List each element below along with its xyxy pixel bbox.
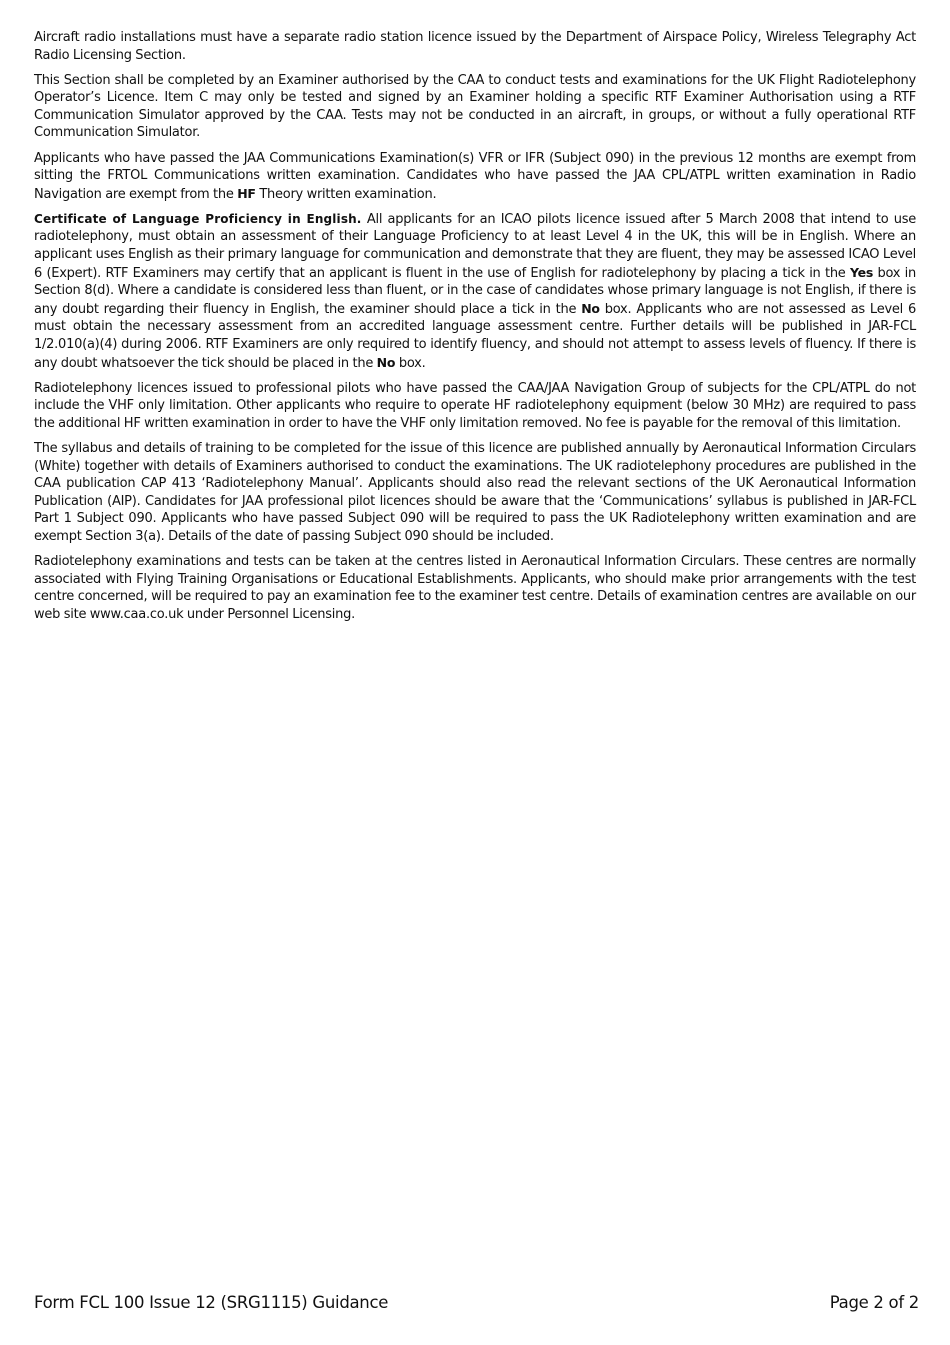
no-keyword: No [581,300,600,316]
language-proficiency-paragraph [34,211,916,372]
syllabus-paragraph: The syllabus and details of training to be completed for the issue of this licence are published annually by Aeronautical Information Circulars (White) together with details of Examiners authorised to conduct the examinations. The UK radiotelephony procedures are published in the CAA publication CAP 413 ‘Radiotelephony Manual’. Applicants should also read the relevant sections of the UK Aeronautical Information Publication (AIP). Candidates for JAA professional pilot licences should be aware that the ‘Communications’ syllabus is published in JAR-FCL Part 1 Subject 090. Applicants who have passed Subject 090 will be required to pass the UK Radiotelephony written examination and are exempt Section 3(a). Details of the date of passing Subject 090 should be included. [34,440,916,544]
language-text-c: box. Applicants who are not assessed as Level 6 must obtain the necessary assessment from an accredited language assessment centre. Further details will be published in JAR-FCL 1/2.010(a)(4) during 2006. RTF Examiners are only required to identify fluency, and should not attempt to assess levels of fluency. If there is any doubt whatsoever the tick should be placed in the [34,301,916,371]
language-proficiency-heading: Certificate of Language Proficiency in English. [34,211,362,226]
page-number: Page 2 of 2 [829,1293,919,1312]
yes-keyword: Yes [849,264,874,280]
language-text-b: box in Section 8(d). Where a candidate is considered less than fluent, or in the case of candidates whose primary language is not English, if there is any doubt regarding their fluency in English, the examiner should place a tick in the [34,265,916,317]
no-keyword: No [376,354,396,370]
exemption-text-a: Applicants who have passed the JAA Communications Examination(s) VFR or IFR (Subject 090) in the previous 12 months are exempt from sitting the FRTOL Communications written examination. Candidates who have passed the JAA CPL/ATPL written examination in Radio Navigation are exempt from the [34,150,916,202]
guidance-body [34,29,916,631]
language-text-a: All applicants for an ICAO pilots licence issued after 5 March 2008 that intend to use radiotelephony, must obtain an assessment of their Language Proficiency to at least Level 4 in the UK, this will be in English. Where an applicant uses English as their primary language for communication and demonstrate that they are fluent, they may be assessed ICAO Level 6 (Expert). RTF Examiners may certify that an applicant is fluent in the use of English for radiotelephony by placing a tick in the [34,211,917,281]
language-text-d: box. [395,355,426,371]
examination-centres-paragraph: Radiotelephony examinations and tests can be taken at the centres listed in Aeronautical Information Circulars. These centres are normally associated with Flying Training Organisations or Educational Establishments. Applicants, who should make prior arrangements with the test centre concerned, will be required to pay an examination fee to the examiner test centre. Details of examination centres are available on our web site www.caa.co.uk under Personnel Licensing. [34,554,916,622]
form-reference: Form FCL 100 Issue 12 (SRG1115) Guidance [34,1293,389,1312]
vhf-limitation-paragraph: Radiotelephony licences issued to professional pilots who have passed the CAA/JAA Navigation Group of subjects for the CPL/ATPL do not include the VHF only limitation. Other applicants who require to operate HF radiotelephony equipment (below 30 MHz) are required to pass the additional HF written examination in order to have the VHF only limitation removed. No fee is payable for the removal of this limitation. [34,380,916,431]
exemption-text-b: Theory written examination. [255,186,437,202]
radio-licence-paragraph: Aircraft radio installations must have a separate radio station licence issued by the Department of Airspace Policy, Wireless Telegraphy Act Radio Licensing Section. [34,30,916,63]
exemption-paragraph [34,150,916,204]
examiner-section-paragraph: This Section shall be completed by an Examiner authorised by the CAA to conduct tests and examinations for the UK Flight Radiotelephony Operator’s Licence. Item C may only be tested and signed by an Examiner holding a specific RTF Examiner Authorisation using a RTF Communication Simulator approved by the CAA. Tests may not be conducted in an aircraft, in groups, or without a fully operational RTF Communication Simulator. [34,72,916,141]
hf-keyword: HF [237,185,256,201]
